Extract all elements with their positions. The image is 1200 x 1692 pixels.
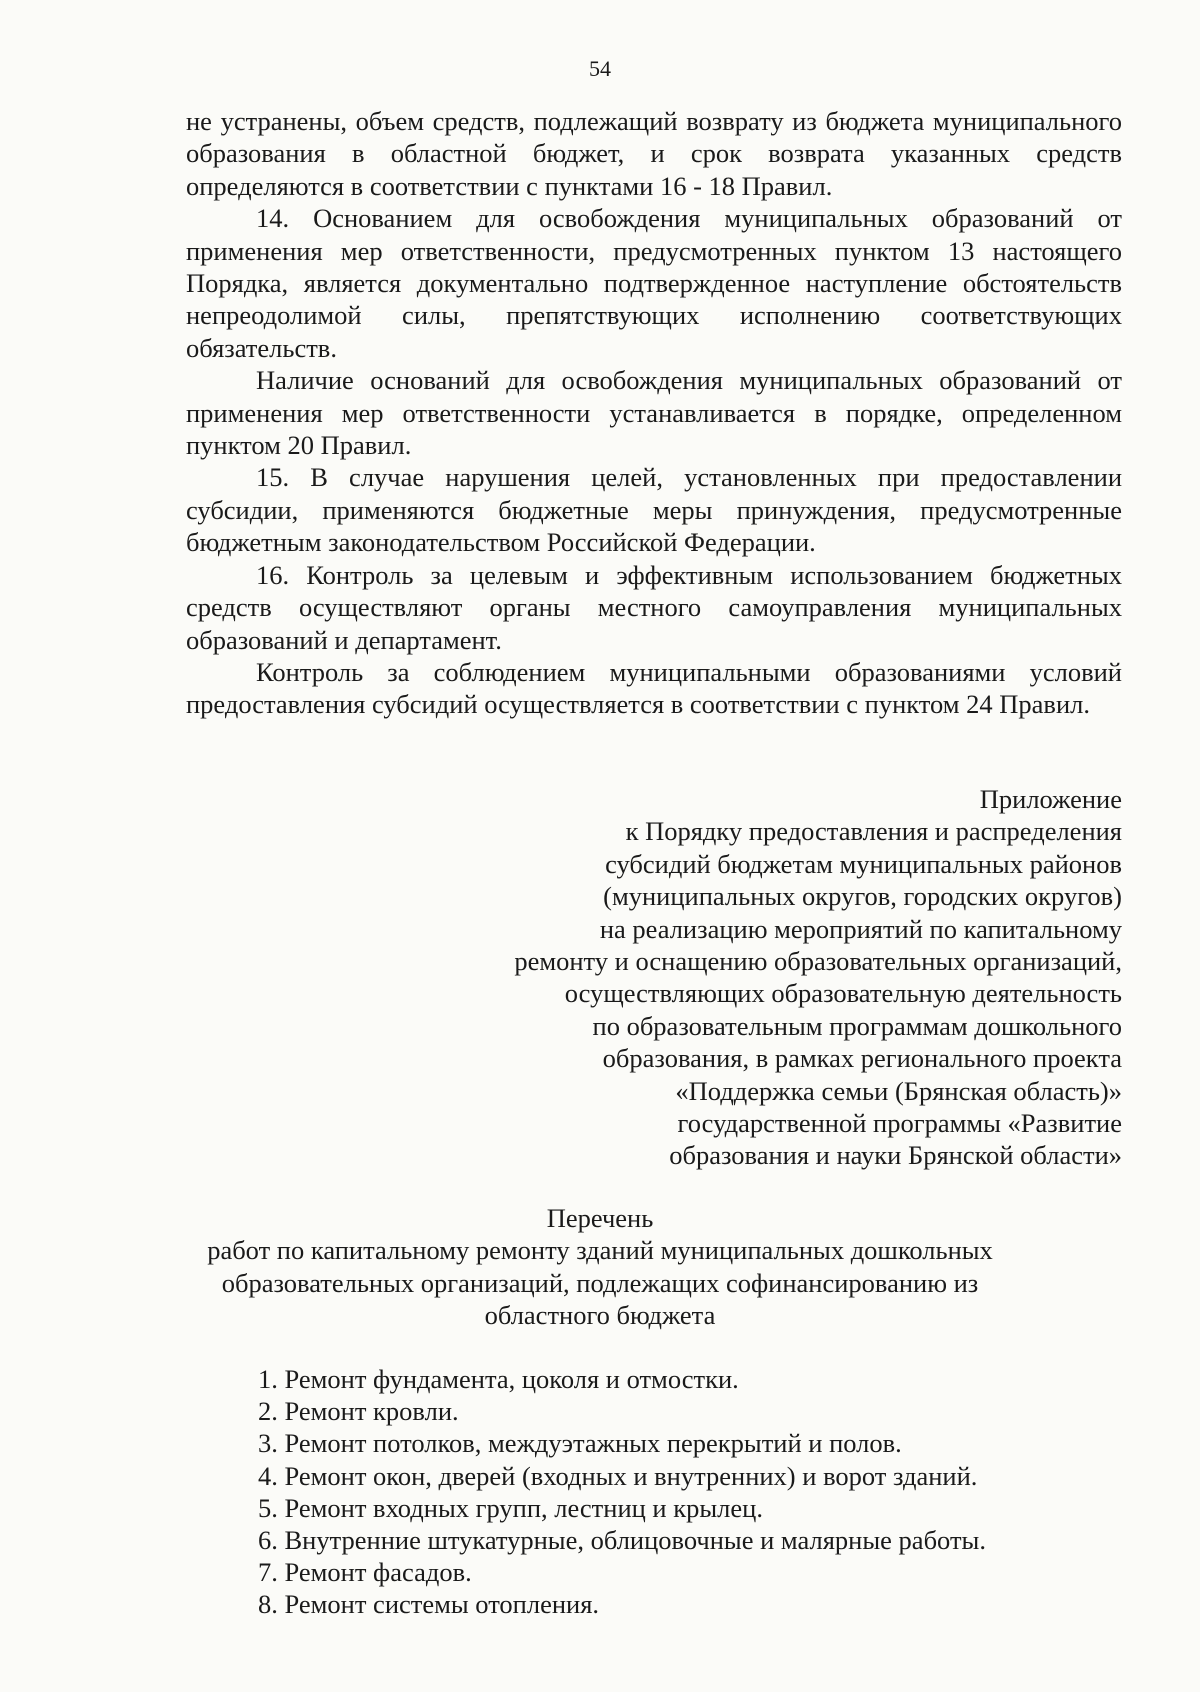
list-title-block [150,1202,1050,1332]
paragraph: Контроль за соблюдением муниципальными образованиями условий предоставления субсидий осуществляется в соответствии с пунктом 24 Правил. [186,656,1122,720]
paragraph: 14. Основанием для освобождения муниципальных образований от применения мер ответственности, предусмотренных пунктом 13 настоящего Порядка, является документально подтвержденное наступление обстоятельств непреодолимой силы, препятствующих исполнению соответствующих обязательств. [186,203,1122,363]
paragraph: Наличие оснований для освобождения муниципальных образований от применения мер ответственности устанавливается в порядке, определенном пунктом 20 Правил. [186,365,1122,461]
list-item: 4. Ремонт окон, дверей (входных и внутренних) и ворот зданий. [258,1460,978,1491]
list-title-heading: Перечень [546,1203,654,1233]
list-title-line: работ по капитальному ремонту зданий муниципальных дошкольных [207,1235,993,1266]
list-item: 3. Ремонт потолков, междуэтажных перекрытий и полов. [258,1428,902,1459]
body-text [186,105,1122,721]
appendix-line: образования и науки Брянской области» [669,1140,1122,1171]
work-list [258,1363,1118,1621]
paragraph: не устранены, объем средств, подлежащий возврату из бюджета муниципального образования в областной бюджет, и срок возврата указанных средств определяются в соответствии с пунктами 16 - 18 Правил. [186,106,1122,201]
paragraph: 15. В случае нарушения целей, установленных при предоставлении субсидии, применяются бюджетные меры принуждения, предусмотренные бюджетным законодательством Российской Федерации. [186,462,1122,558]
paragraph: 16. Контроль за целевым и эффективным использованием бюджетных средств осуществляют органы местного самоуправления муниципальных образований и департамент. [186,559,1122,655]
list-item: 6. Внутренние штукатурные, облицовочные и малярные работы. [258,1525,986,1556]
list-title-line: образовательных организаций, подлежащих софинансированию из [221,1267,979,1298]
list-item: 5. Ремонт входных групп, лестниц и крылец. [258,1492,763,1523]
appendix-line: осуществляющих образовательную деятельность [564,978,1122,1009]
appendix-block [442,783,1122,1172]
appendix-line: «Поддержка семьи (Брянская область)» [675,1075,1122,1106]
appendix-line: субсидий бюджетам муниципальных районов [605,848,1122,879]
appendix-line: к Порядку предоставления и распределения [625,816,1122,847]
appendix-line: ремонту и оснащению образовательных организаций, [514,946,1122,977]
list-item: 2. Ремонт кровли. [258,1396,459,1427]
appendix-line: (муниципальных округов, городских округов) [603,881,1122,912]
list-item: 7. Ремонт фасадов. [258,1557,472,1588]
appendix-line: по образовательным программам дошкольного [592,1010,1122,1041]
list-item: 1. Ремонт фундамента, цоколя и отмостки. [258,1364,739,1394]
appendix-line: государственной программы «Развитие [677,1108,1122,1139]
appendix-line: на реализацию мероприятий по капитальному [599,913,1122,944]
list-item: 8. Ремонт системы отопления. [258,1589,600,1620]
appendix-line: образования, в рамках регионального проекта [602,1043,1122,1074]
appendix-heading: Приложение [979,784,1122,814]
list-title-line: областного бюджета [484,1300,716,1331]
page-number: 54 [589,56,611,81]
